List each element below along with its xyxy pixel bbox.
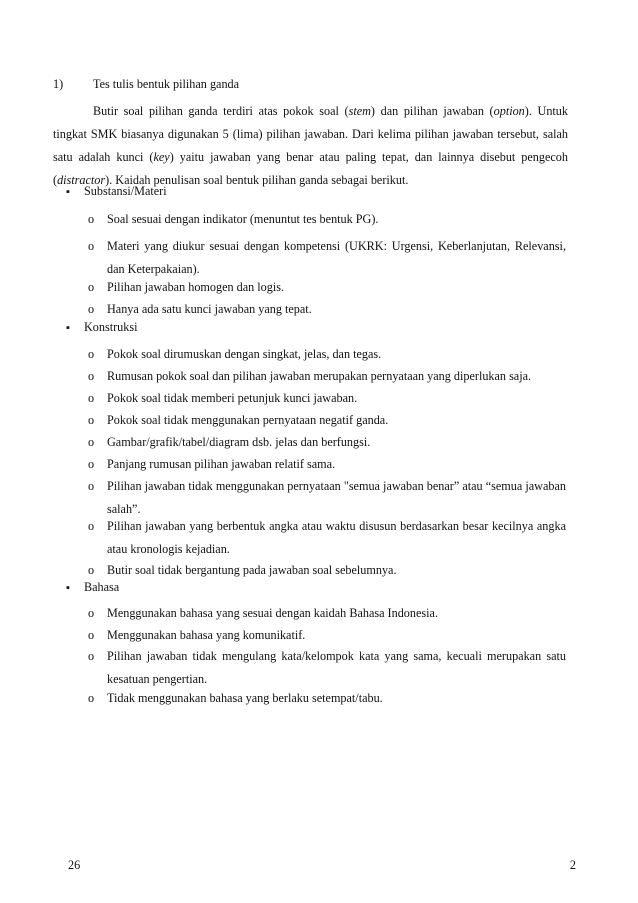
list-item-text: Pilihan jawaban tidak menggunakan pernyataan "semua jawaban benar” atau “semua jawaban salah”. xyxy=(107,479,566,516)
list-item xyxy=(88,624,566,647)
list-item-text: Tidak menggunakan bahasa yang berlaku setempat/tabu. xyxy=(107,691,383,705)
list-item-text: Pokok soal dirumuskan dengan singkat, jelas, dan tegas. xyxy=(107,347,382,361)
list-item xyxy=(88,387,566,410)
circle-bullet-icon: o xyxy=(88,212,95,226)
circle-bullet-icon: o xyxy=(88,563,95,577)
list-item-text: Pokok soal tidak memberi petunjuk kunci jawaban. xyxy=(107,391,358,405)
circle-bullet-icon: o xyxy=(88,519,95,533)
list-item-text: Soal sesuai dengan indikator (menuntut tes bentuk PG). xyxy=(107,212,379,226)
list-item xyxy=(88,235,566,281)
para-text: ) yaitu jawaban yang benar atau paling tepat, dan lainnya disebut pengecoh ( xyxy=(53,150,568,187)
circle-bullet-icon: o xyxy=(88,628,95,642)
section-title: Bahasa xyxy=(84,580,120,594)
list-item xyxy=(88,645,566,691)
list-item xyxy=(88,343,566,366)
intro-paragraph xyxy=(53,100,568,192)
circle-bullet-icon: o xyxy=(88,391,95,405)
heading-title: Tes tulis bentuk pilihan ganda xyxy=(93,77,240,91)
list-item-text: Panjang rumusan pilihan jawaban relatif sama. xyxy=(107,457,336,471)
para-text: ). Kaidah penulisan soal bentuk pilihan ganda sebagai berikut. xyxy=(105,173,409,187)
list-item-text: Menggunakan bahasa yang sesuai dengan kaidah Bahasa Indonesia. xyxy=(107,606,438,620)
para-text: ). Untuk tingkat SMK biasanya digunakan 5 (lima) pilihan jawaban. Dari kelima pilihan jawaban tersebut, salah satu adalah kunci ( xyxy=(53,104,568,164)
circle-bullet-icon: o xyxy=(88,302,95,316)
circle-bullet-icon: o xyxy=(88,347,95,361)
section-heading xyxy=(53,77,239,92)
list-item xyxy=(88,276,566,299)
list-item xyxy=(88,365,566,388)
list-item xyxy=(88,298,566,321)
circle-bullet-icon: o xyxy=(88,239,95,253)
square-bullet-icon: ▪ xyxy=(66,582,70,594)
circle-bullet-icon: o xyxy=(88,280,95,294)
section-title-bahasa xyxy=(66,580,119,595)
circle-bullet-icon: o xyxy=(88,606,95,620)
list-item xyxy=(88,687,566,710)
section-title-substansi xyxy=(66,184,167,199)
heading-number: 1) xyxy=(53,77,64,91)
term-distractor: distractor xyxy=(57,173,106,187)
list-item-text: Pilihan jawaban homogen dan logis. xyxy=(107,280,285,294)
list-item-text: Materi yang diukur sesuai dengan kompetensi (UKRK: Urgensi, Keberlanjutan, Relevansi, dan Keterpakaian). xyxy=(107,239,566,276)
list-item xyxy=(88,208,566,231)
term-stem: stem xyxy=(348,104,371,118)
term-option: option xyxy=(493,104,525,118)
list-item-text: Pilihan jawaban tidak mengulang kata/kelompok kata yang sama, kecuali merupakan satu kesatuan pengertian. xyxy=(107,649,566,686)
circle-bullet-icon: o xyxy=(88,413,95,427)
list-item-text: Rumusan pokok soal dan pilihan jawaban merupakan pernyataan yang diperlukan saja. xyxy=(107,369,532,383)
section-title: Konstruksi xyxy=(84,320,138,334)
list-item-text: Butir soal tidak bergantung pada jawaban soal sebelumnya. xyxy=(107,563,397,577)
list-item xyxy=(88,431,566,454)
list-item xyxy=(88,453,566,476)
circle-bullet-icon: o xyxy=(88,369,95,383)
list-item xyxy=(88,515,566,561)
para-text: ) dan pilihan jawaban ( xyxy=(370,104,494,118)
list-item xyxy=(88,409,566,432)
list-item-text: Pilihan jawaban yang berbentuk angka atau waktu disusun berdasarkan besar kecilnya angka atau kronologis kejadian. xyxy=(107,519,566,556)
para-text: Butir soal pilihan ganda terdiri atas pokok soal ( xyxy=(93,104,349,118)
section-title: Substansi/Materi xyxy=(84,184,167,198)
list-item-text: Gambar/grafik/tabel/diagram dsb. jelas dan berfungsi. xyxy=(107,435,371,449)
term-key: key xyxy=(153,150,170,164)
list-item-text: Menggunakan bahasa yang komunikatif. xyxy=(107,628,306,642)
section-title-konstruksi xyxy=(66,320,138,335)
circle-bullet-icon: o xyxy=(88,435,95,449)
list-item-text: Hanya ada satu kunci jawaban yang tepat. xyxy=(107,302,312,316)
circle-bullet-icon: o xyxy=(88,457,95,471)
square-bullet-icon: ▪ xyxy=(66,186,70,198)
footer-page-number-right: 2 xyxy=(569,858,576,872)
circle-bullet-icon: o xyxy=(88,691,95,705)
list-item-text: Pokok soal tidak menggunakan pernyataan negatif ganda. xyxy=(107,413,389,427)
list-item xyxy=(88,559,566,582)
circle-bullet-icon: o xyxy=(88,649,95,663)
circle-bullet-icon: o xyxy=(88,479,95,493)
square-bullet-icon: ▪ xyxy=(66,322,70,334)
list-item xyxy=(88,602,566,625)
footer-page-number-left: 26 xyxy=(68,858,81,872)
